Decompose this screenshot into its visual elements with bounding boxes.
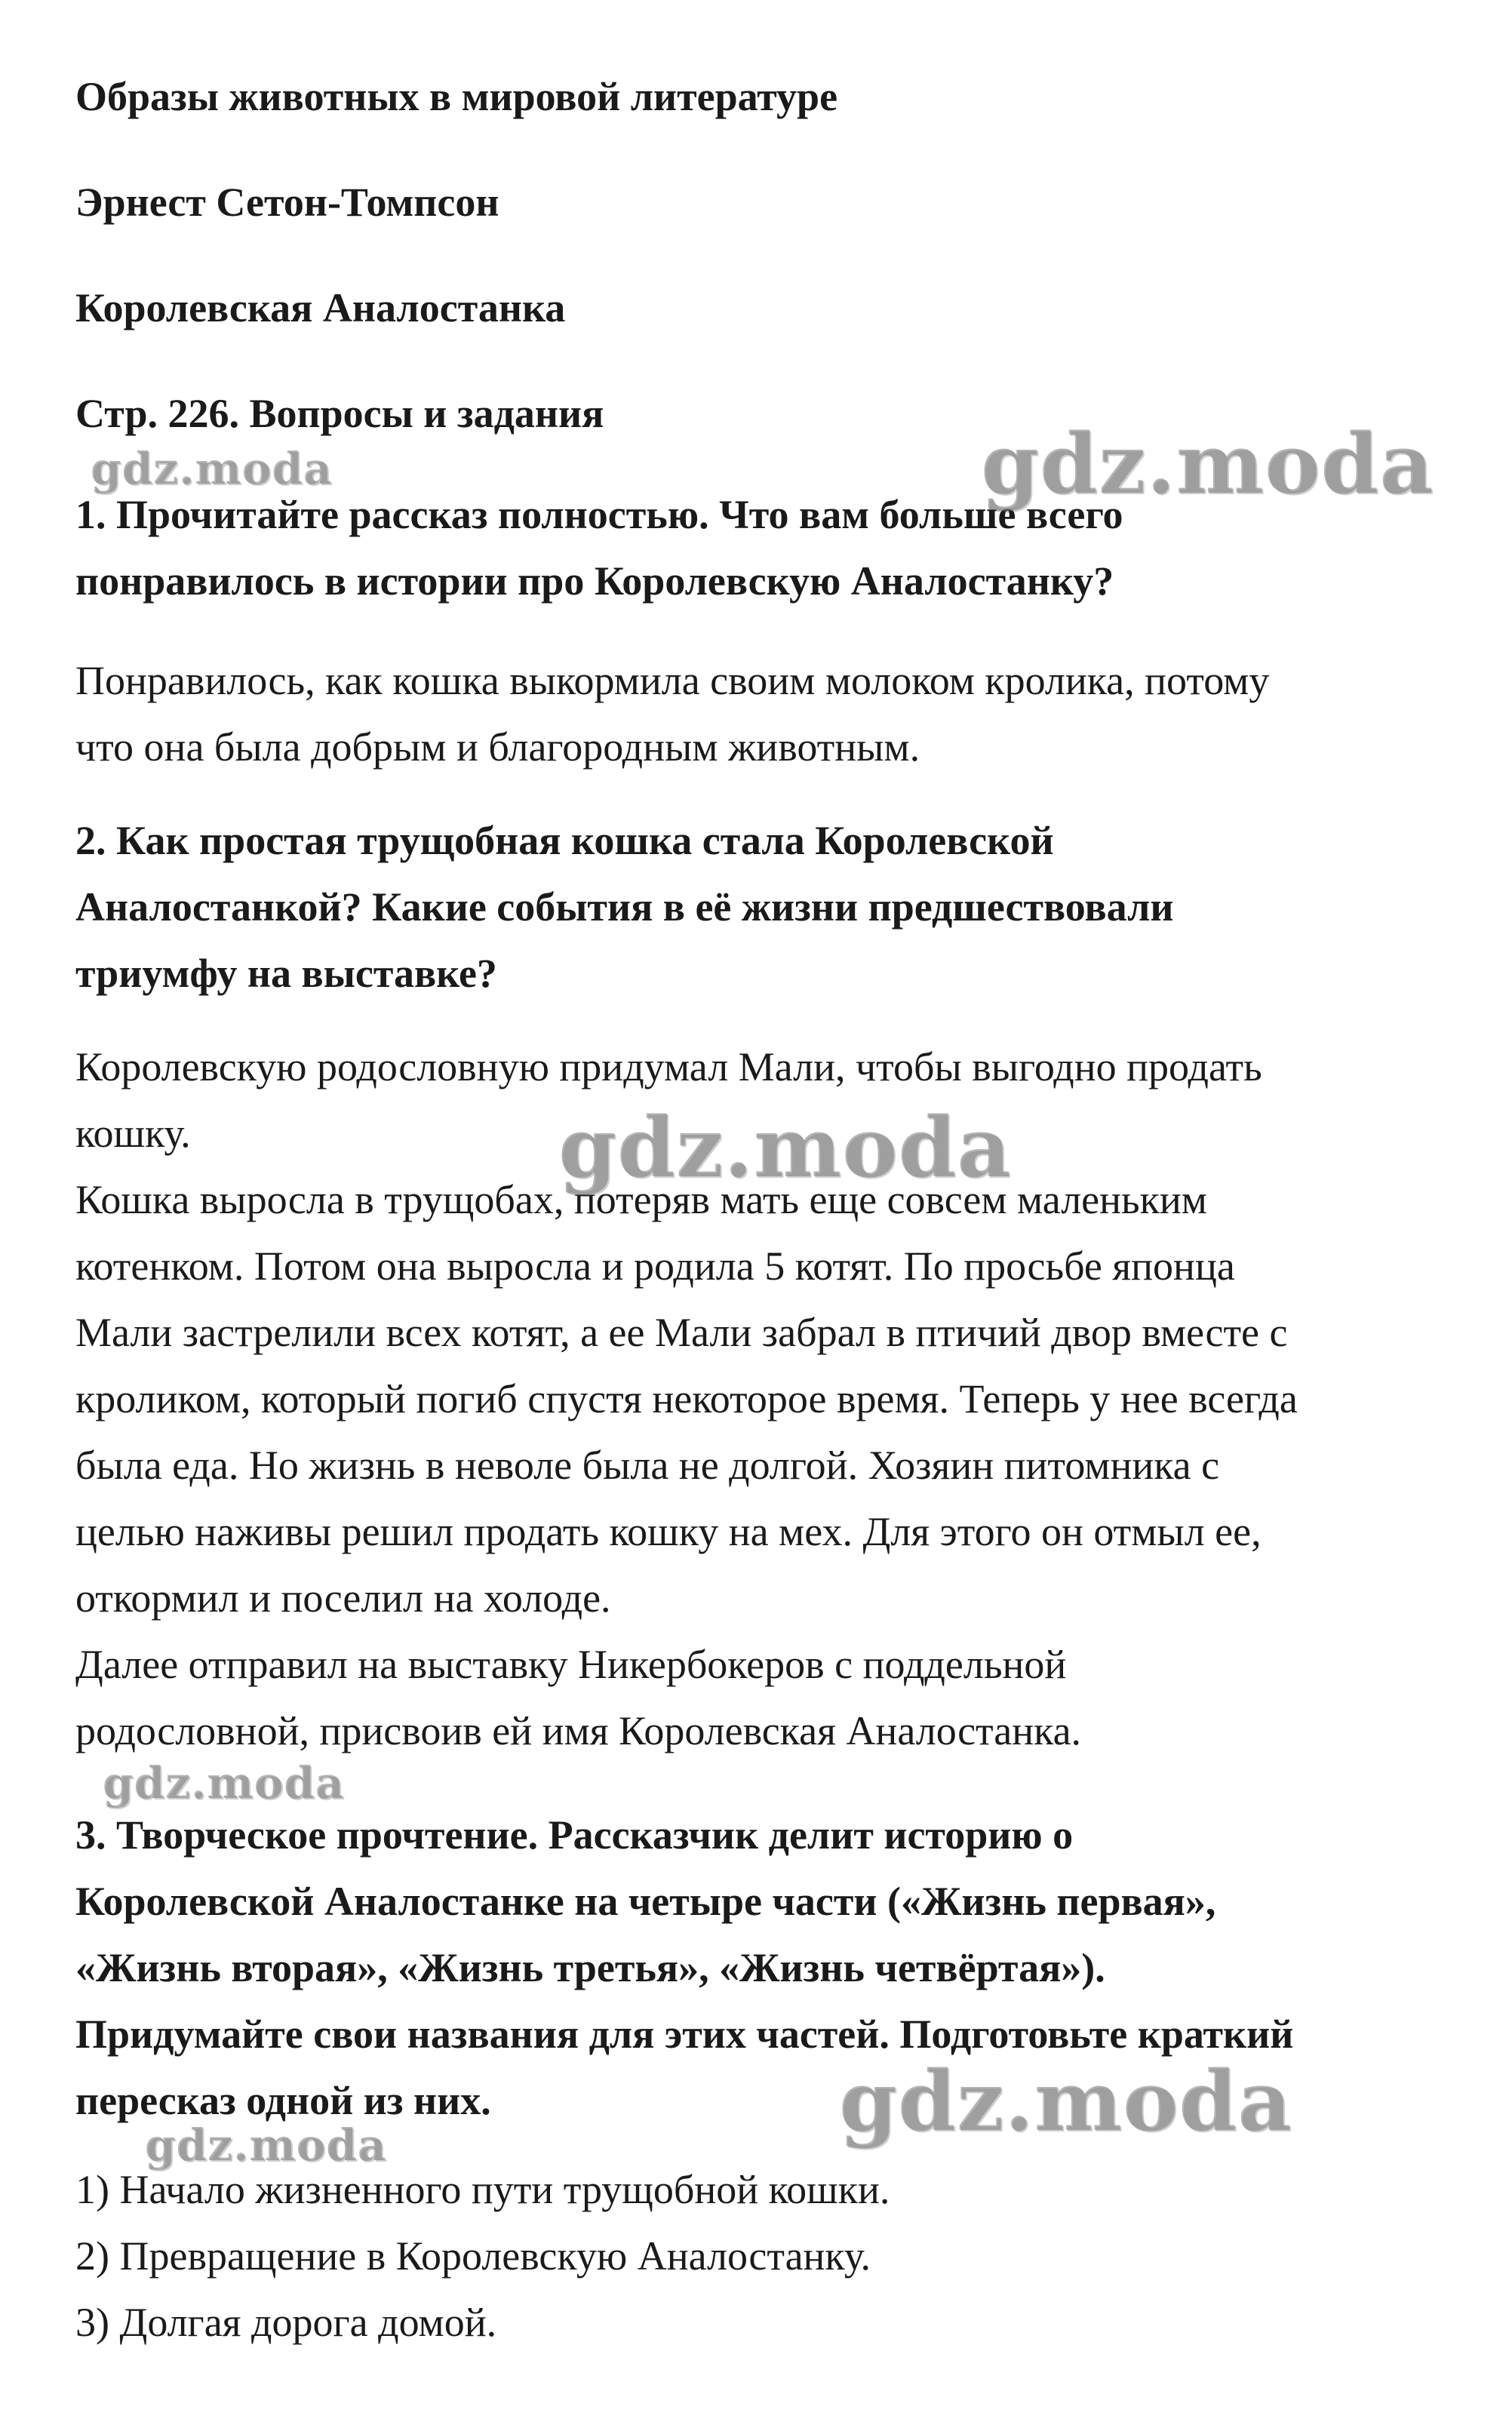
question-line: «Жизнь вторая», «Жизнь третья», «Жизнь четвёртая»). xyxy=(75,1945,1105,1990)
author-heading: Эрнест Сетон-Томпсон xyxy=(75,180,499,225)
watermark: gdz.moda xyxy=(91,443,333,494)
answer-1 xyxy=(75,647,1269,780)
answer-line: Мали застрелили всех котят, а ее Мали забрал в птичий двор вместе с xyxy=(75,1310,1288,1355)
answer-line: 1) Начало жизненного пути трущобной кошки. xyxy=(75,2167,890,2212)
watermark: gdz.moda xyxy=(981,415,1434,512)
question-line: пересказ одной из них. xyxy=(75,2078,491,2123)
section-heading: Образы животных в мировой литературе xyxy=(75,74,838,119)
answer-line: Кошка выросла в трущобах, потеряв мать еще совсем маленьким xyxy=(75,1177,1207,1222)
answer-line: Понравилось, как кошка выкормила своим молоком кролика, потому xyxy=(75,658,1270,703)
answer-line: кроликом, который погиб спустя некоторое время. Теперь у нее всегда xyxy=(75,1376,1298,1421)
page-reference: Стр. 226. Вопросы и задания xyxy=(75,391,604,436)
watermark: gdz.moda xyxy=(145,2119,387,2171)
answer-line: 3) Долгая дорога домой. xyxy=(75,2300,497,2345)
answer-line: Королевскую родословную придумал Мали, чтобы выгодно продать xyxy=(75,1044,1262,1089)
question-line: Королевской Аналостанке на четыре части («Жизнь первая», xyxy=(75,1879,1216,1924)
question-line: триумфу на выставке? xyxy=(75,951,497,996)
answer-line: откормил и поселил на холоде. xyxy=(75,1575,611,1621)
answer-line: кошку. xyxy=(75,1111,191,1156)
watermark: gdz.moda xyxy=(839,2052,1292,2150)
question-line: 3. Творческое прочтение. Рассказчик делит историю о xyxy=(75,1812,1074,1858)
question-line: Аналостанкой? Какие события в её жизни предшествовали xyxy=(75,884,1174,930)
answer-line: котенком. Потом она выросла и родила 5 котят. По просьбе японца xyxy=(75,1243,1235,1289)
question-1 xyxy=(75,481,1123,614)
question-line: понравилось в истории про Королевскую Аналостанку? xyxy=(75,558,1114,604)
question-line: 2. Как простая трущобная кошка стала Королевской xyxy=(75,818,1054,863)
answer-line: родословной, присвоив ей имя Королевская Аналостанка. xyxy=(75,1708,1082,1753)
question-2 xyxy=(75,807,1174,1006)
answer-line: Далее отправил на выставку Никербокеров с поддельной xyxy=(75,1642,1067,1687)
answer-line: целью наживы решил продать кошку на мех. Для этого он отмыл ее, xyxy=(75,1509,1262,1554)
answer-line: была еда. Но жизнь в неволе была не долгой. Хозяин питомника с xyxy=(75,1443,1220,1488)
watermark: gdz.moda xyxy=(558,1099,1012,1196)
question-line: Придумайте свои названия для этих частей. Подготовьте краткий xyxy=(75,2011,1294,2057)
answer-3 xyxy=(75,2156,890,2356)
answer-line: что она была добрым и благородным животным. xyxy=(75,724,920,770)
watermark: gdz.moda xyxy=(103,1757,345,1809)
question-line: 1. Прочитайте рассказ полностью. Что вам больше всего xyxy=(75,492,1123,537)
story-title: Королевская Аналостанка xyxy=(75,285,566,330)
answer-line: 2) Превращение в Королевскую Аналостанку. xyxy=(75,2233,871,2279)
